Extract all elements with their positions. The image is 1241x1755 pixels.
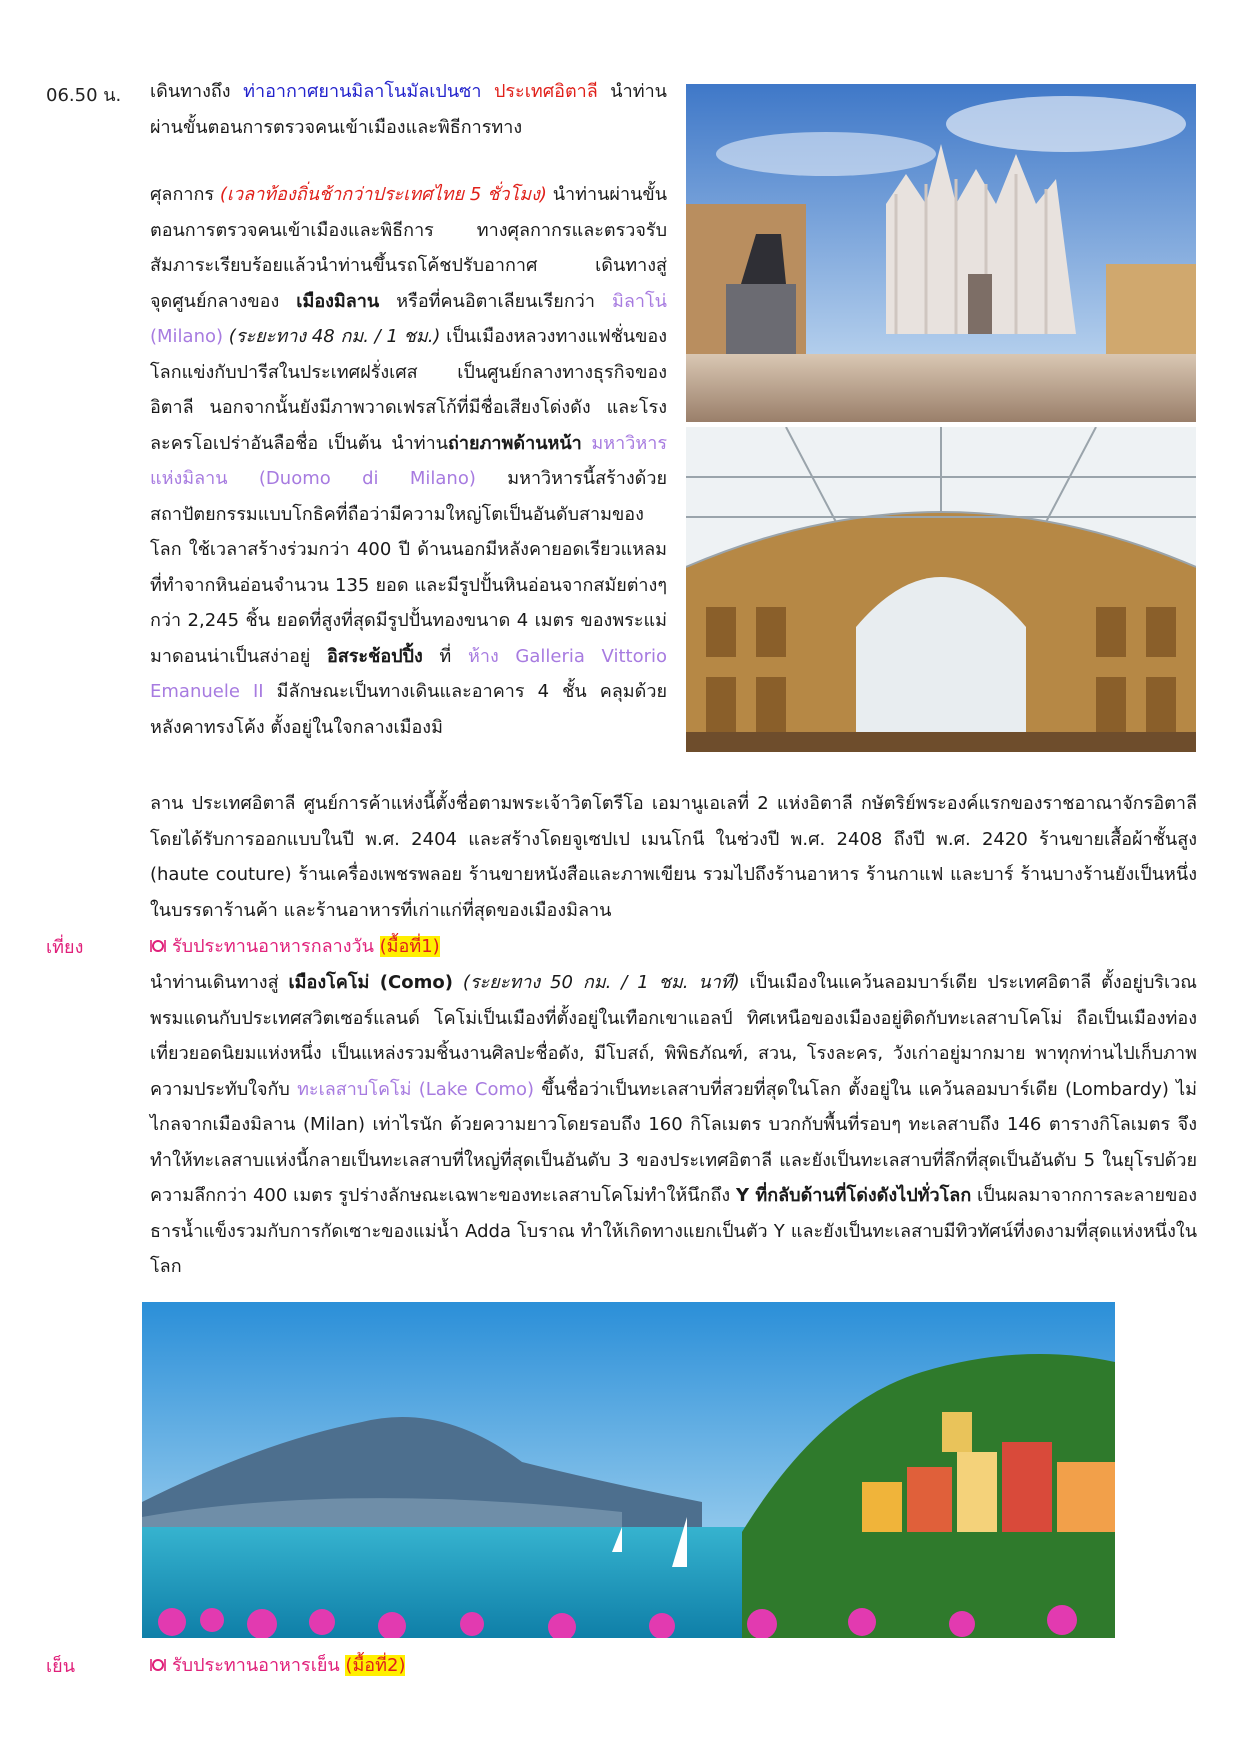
como-city: เมืองโคโม่ (Como) xyxy=(288,972,453,993)
y-shape-note: Y ที่กลับด้านที่โด่งดังไปทั่วโลก xyxy=(735,1185,972,1206)
duomo-name: มหาวิหารแห่งมิลาน (Duomo di Milano) xyxy=(150,432,667,489)
meal-number-1: (มื้อที่1) xyxy=(379,936,440,957)
free-shopping: อิสระช้อปปิ้ง xyxy=(326,645,423,667)
lunch-line: รับประทานอาหารกลางวัน (มื้อที่1) xyxy=(150,931,440,960)
meal-number-2: (มื้อที่2) xyxy=(345,1655,406,1676)
airport-name: ท่าอากาศยานมิลาโนมัลเปนซา xyxy=(243,81,482,102)
lake-como-name: ทะเลสาบโคโม่ (Lake Como) xyxy=(297,1078,535,1100)
dinner-time: เย็น xyxy=(46,1656,76,1677)
distance-como: (ระยะทาง 50 กม. / 1 ชม. นาที) xyxy=(452,972,740,993)
dining-plate-icon xyxy=(150,938,166,954)
milan-paragraph: เดินทางถึง ท่าอากาศยานมิลาโนมัลเปนซา ประเทศอิตาลี นำท่านผ่านขั้นตอนการตรวจคนเข้าเมืองและพิธีการทาง ศุลกากร (เวลาท้องถิ่นช้ากว่าประเทศไทย 5 ชั่วโมง) นำท่านผ่านขั้นตอนการตรวจคนเข้าเมืองและพิธีการ ทางศุลกากรและตรวจรับสัมภาระเรียบร้อยแล้วนำท่านขึ้นรถโค้ชปรับอากาศ เดินทางสู่จุดศูนย์กลางของ เมืองมิลาน หรือที่คนอิตาเลียนเรียกว่า มิลาโน่ (Milano) (ระยะทาง 48 กม. / 1 ชม.) เป็นเมืองหลวงทางแฟชั่นของโลกแข่งกับปารีสในประเทศฝรั่งเศส เป็นศูนย์กลางทางธุรกิจของอิตาลี นอกจากนั้นยังมีภาพวาดเฟรสโก้ที่มีชื่อเสียงโด่งดัง และโรงละครโอเปร่าอันลือชื่อ เป็นต้น นำท่านถ่ายภาพด้านหน้า มหาวิหารแห่งมิลาน (Duomo di Milano) มหาวิหารนี้สร้างด้วยสถาปัตยกรรมแบบโกธิคที่ถือว่ามีความใหญ่โตเป็นอันดับสามของโลก ใช้เวลาสร้างร่วมกว่า 400 ปี ด้านนอกมีหลังคายอดเรียวแหลมที่ทำจากหินอ่อนจำนวน 135 ยอด และมีรูปปั้นหินอ่อนจากสมัยต่างๆ กว่า 2,245 ชิ้น ยอดที่สูงที่สุดมีรูปปั้นทองขนาด 4 เมตร ของพระแม่มาดอนน่าเป็นสง่าอยู่ อิสระช้อปปิ้ง ที่ ห้าง Galleria Vittorio Emanuele II มีลักษณะเป็นทางเดินและอาคาร 4 ชั้น คลุมด้วยหลังคาทรงโค้ง ตั้งอยู่ในใจกลางเมืองมิ xyxy=(150,81,668,738)
galleria-name: ห้าง Galleria Vittorio Emanuele II xyxy=(150,645,667,702)
duomo-photo xyxy=(686,84,1196,422)
milan-city: เมืองมิลาน xyxy=(296,290,380,312)
galleria-photo xyxy=(686,427,1196,752)
lunch-time: เที่ยง xyxy=(46,937,84,958)
timezone-note: (เวลาท้องถิ่นช้ากว่าประเทศไทย 5 ชั่วโมง) xyxy=(219,184,547,205)
como-paragraph: นำท่านเดินทางสู่ เมืองโคโม่ (Como) (ระยะทาง 50 กม. / 1 ชม. นาที) เป็นเมืองในแคว้นลอมบาร์เดีย ประเทศอิตาลี ตั้งอยู่บริเวณพรมแดนกับประเทศสวิตเซอร์แลนด์ โคโม่เป็นเมืองที่ตั้งอยู่ในเทือกเขาแอลป์ ทิศเหนือของเมืองอยู่ติดกับทะเลสาบโคโม่ ถือเป็นเมืองท่องเที่ยวยอดนิยมแห่งหนึ่ง เป็นแหล่งรวมชิ้นงานศิลปะชื่อดัง, มีโบสถ์, พิพิธภัณฑ์, สวน, โรงละคร, วังเก่าอยู่มากมาย พาทุกท่านไปเก็บภาพความประทับใจกับ ทะเลสาบโคโม่ (Lake Como) ขึ้นชื่อว่าเป็นทะเลสาบที่สวยที่สุดในโลก ตั้งอยู่ใน แคว้นลอมบาร์เดีย (Lombardy) ไม่ไกลจากเมืองมิลาน (Milan) เท่าไรนัก ด้วยความยาวโดยรอบถึง 160 กิโลเมตร บวกกับพื้นที่รอบๆ ทะเลสาบถึง 146 ตารางกิโลเมตร จึงทำให้ทะเลสาบแห่งนี้กลายเป็นทะเลสาบที่ใหญ่ที่สุดเป็นอันดับ 3 ของประเทศอิตาลี และยังเป็นทะเลสาบที่ลึกที่สุดเป็นอันดับ 5 ในยุโรปด้วยความลึกกว่า 400 เมตร รูปร่างลักษณะเฉพาะของทะเลสาบโคโม่ทำให้นึกถึง Y ที่กลับด้านที่โด่งดังไปทั่วโลก เป็นผลมาจากการละลายของธารน้ำแข็งรวมกับการกัดเซาะของแม่น้ำ Adda โบราณ ทำให้เกิดทางแยกเป็นตัว Y และยังเป็นทะเลสาบมีทิวทัศน์ที่งดงามที่สุดแห่งหนึ่งในโลก xyxy=(150,972,1198,1277)
distance-milan: (ระยะทาง 48 กม. / 1 ชม.) xyxy=(223,326,441,347)
dinner-line: รับประทานอาหารเย็น (มื้อที่2) xyxy=(150,1650,405,1679)
galleria-paragraph: ลาน ประเทศอิตาลี ศูนย์การค้าแห่งนี้ตั้งชื่อตามพระเจ้าวิตโตรีโอ เอมานูเอเลที่ 2 แห่งอิตาลี กษัตริย์พระองค์แรกของราชอาณาจักรอิตาลี โดยได้รับการออกแบบในปี พ.ศ. 2404 และสร้างโดยจูเซปเป เมนโกนี ในช่วงปี พ.ศ. 2408 ถึงปี พ.ศ. 2420 ร้านขายเสื้อผ้าชั้นสูง (haute couture) ร้านเครื่องเพชรพลอย ร้านขายหนังสือและภาพเขียน รวมไปถึงร้านอาหาร ร้านกาแฟ และบาร์ ร้านบางร้านยังเป็นหนึ่งในบรรดาร้านค้า และร้านอาหารที่เก่าแก่ที่สุดของเมืองมิลาน xyxy=(150,793,1197,921)
dining-plate-icon xyxy=(150,1657,166,1673)
lake-como-photo xyxy=(142,1302,1115,1638)
photo-stop: ถ่ายภาพด้านหน้า xyxy=(448,432,582,454)
time-0650: 06.50 น. xyxy=(46,85,122,106)
country-name: ประเทศอิตาลี xyxy=(481,81,598,102)
milano-name: มิลาโน่ (Milano) xyxy=(150,290,667,347)
